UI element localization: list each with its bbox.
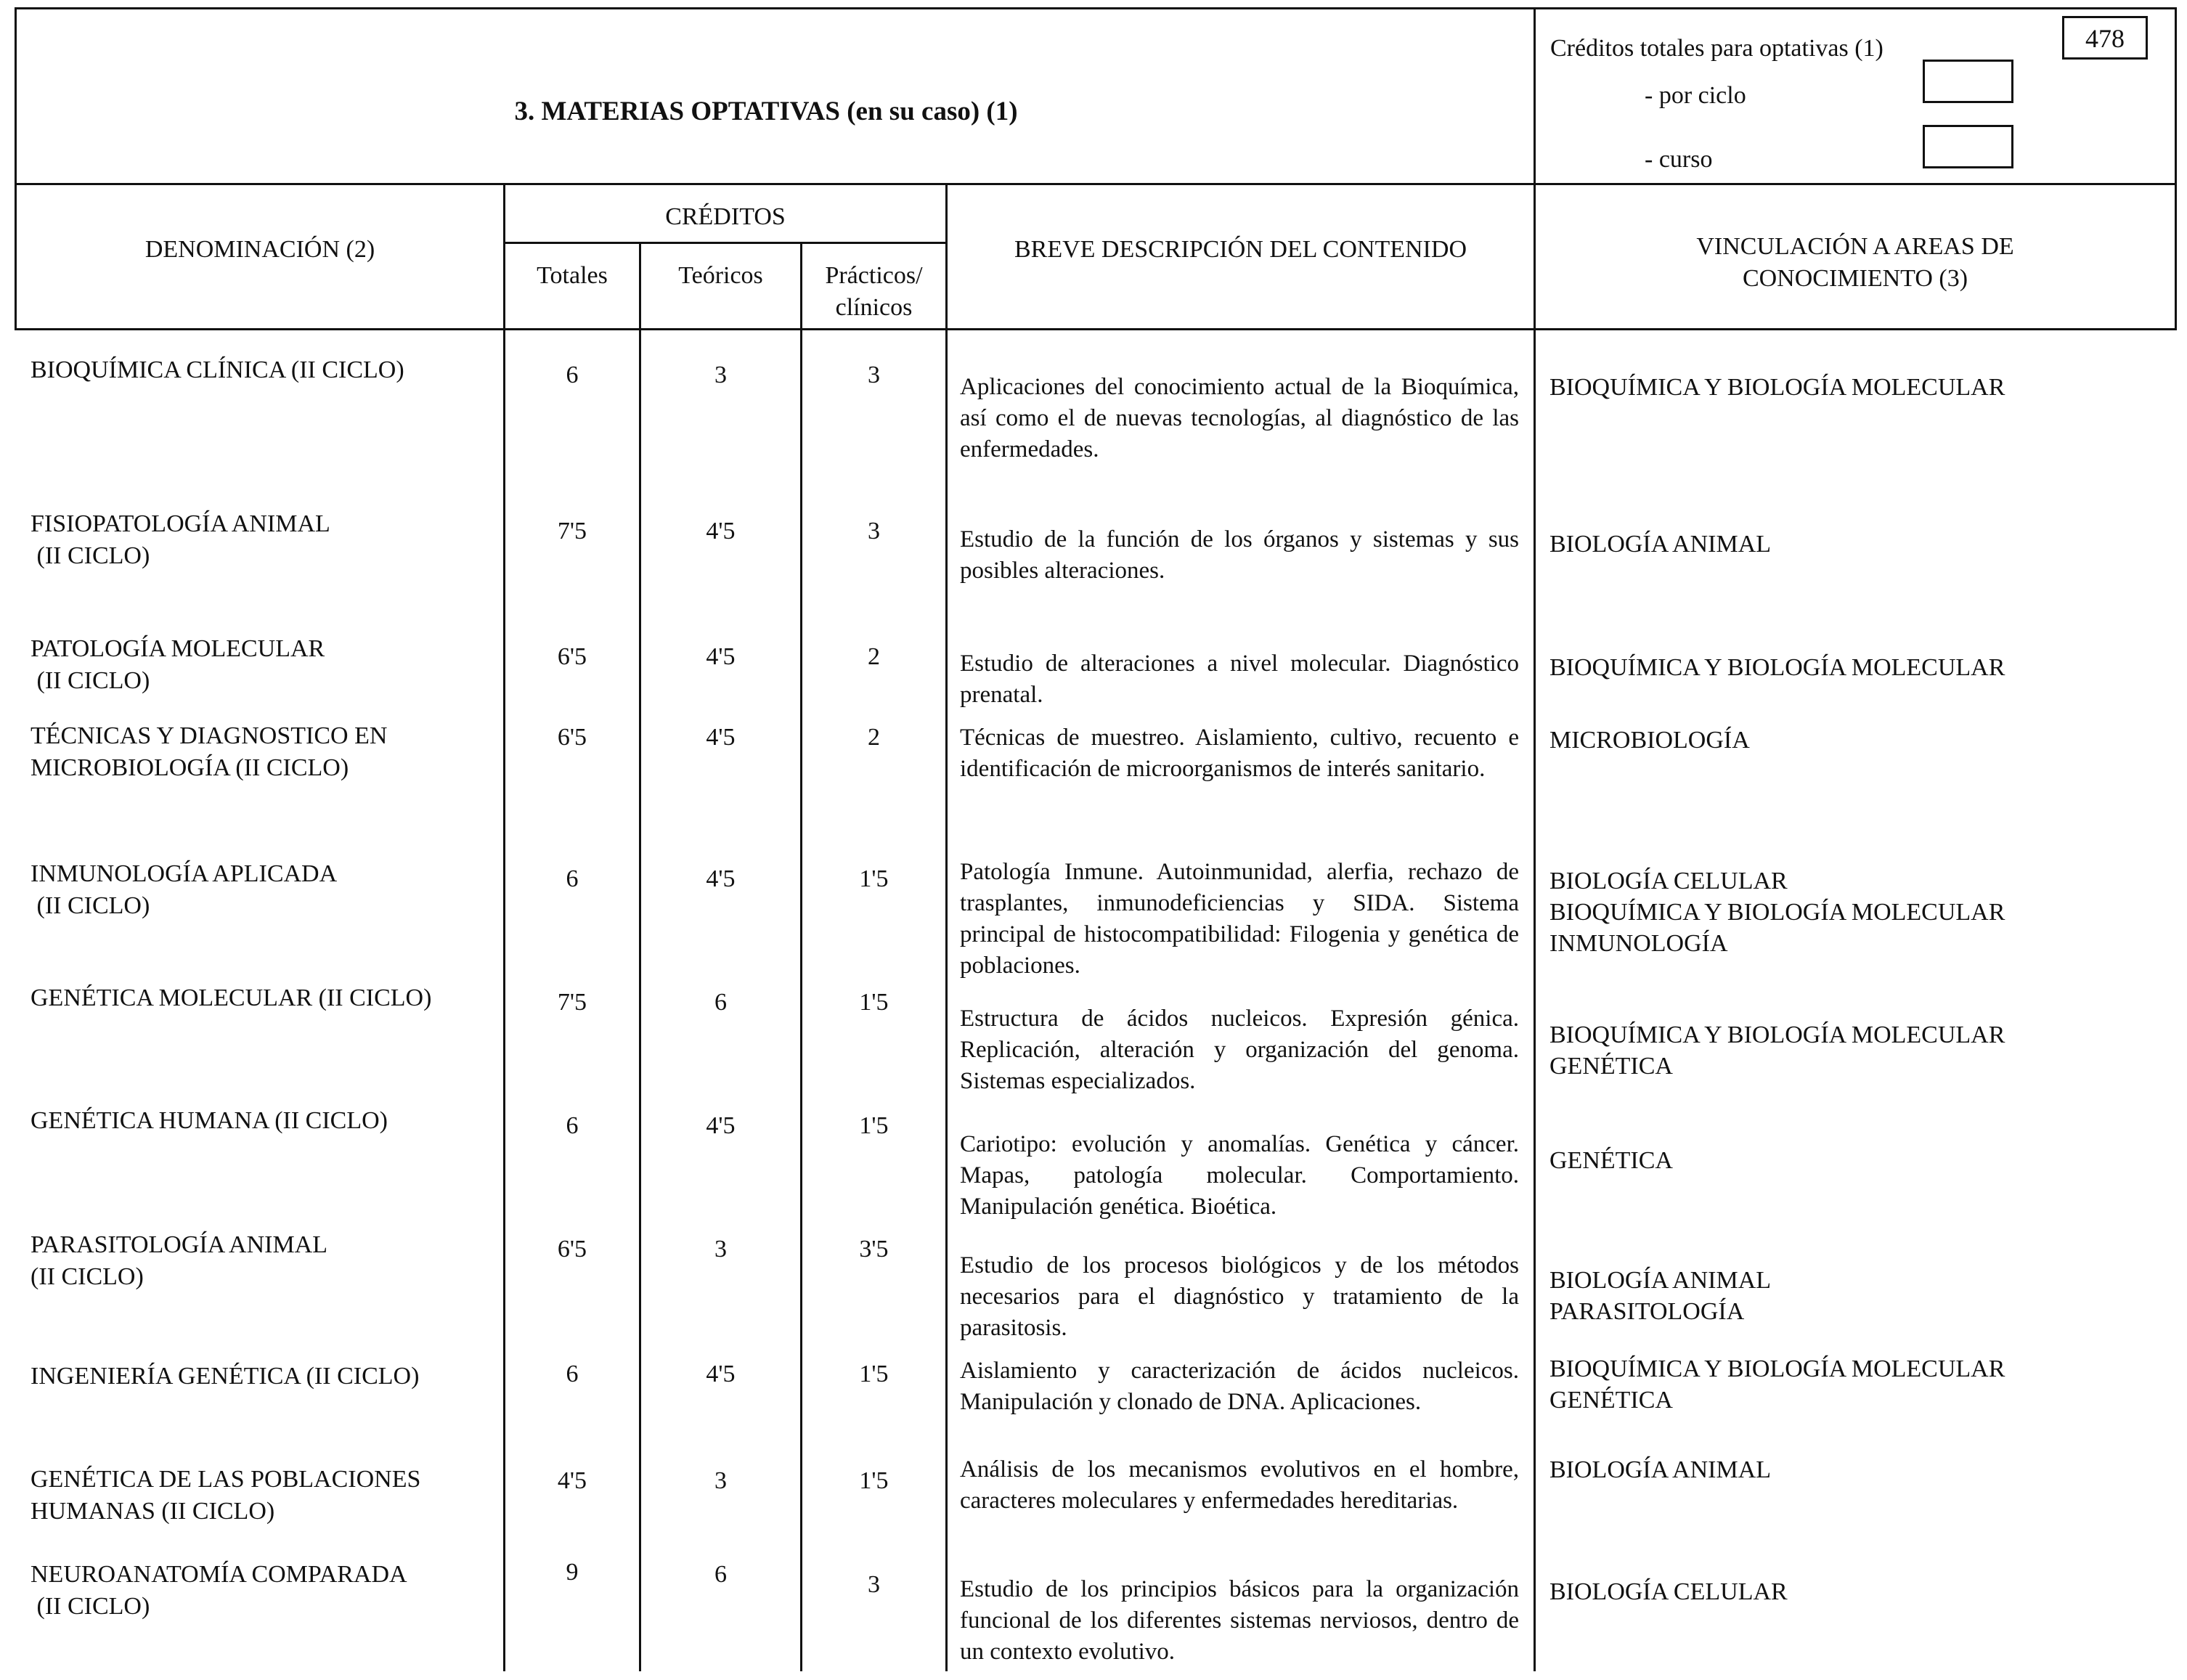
row-totales: 9 (566, 1559, 579, 1586)
row-description: Patología Inmune. Autoinmunidad, alerfia, rechazo de trasplantes, inmunodeficiencias y SIDA. Sistema principal de histocompatibilidad: Filogenia y genética de poblaciones. (960, 859, 1519, 979)
per-cycle-label: - por ciclo (1645, 82, 1746, 109)
row-teoricos: 4'5 (706, 865, 736, 892)
row-practicos: 1'5 (859, 865, 889, 892)
row-name-line: (II CICLO) (30, 1263, 144, 1290)
col-sep-desc (1534, 183, 1536, 1671)
row-totales: 6 (566, 865, 579, 892)
row-name-line: (II CICLO) (30, 1593, 150, 1620)
row-teoricos: 3 (714, 1236, 727, 1263)
credits-subheader-divider (503, 242, 948, 244)
per-course-label: - curso (1645, 146, 1713, 173)
col-header-practicos-line2: clínicos (835, 294, 913, 321)
row-name-line: MICROBIOLOGÍA (II CICLO) (30, 754, 349, 781)
col-header-vinculacion-line2: CONOCIMIENTO (3) (1742, 265, 1968, 292)
row-practicos: 3 (868, 1571, 880, 1598)
columns-divider (15, 328, 2175, 330)
row-practicos: 1'5 (859, 1361, 889, 1387)
row-practicos: 1'5 (859, 1112, 889, 1139)
row-name-line: NEUROANATOMÍA COMPARADA (30, 1561, 407, 1588)
col-header-practicos (802, 260, 945, 324)
row-area: GENÉTICA (1549, 1387, 1673, 1414)
row-teoricos: 4'5 (706, 1112, 736, 1139)
row-teoricos: 3 (714, 362, 727, 388)
row-name-line: (II CICLO) (30, 542, 150, 569)
row-description: Estudio de alteraciones a nivel molecular. Diagnóstico prenatal. (960, 651, 1519, 708)
header-divider (15, 183, 2175, 185)
row-practicos: 3 (868, 518, 880, 545)
row-name-line: (II CICLO) (30, 892, 150, 919)
row-totales: 6 (566, 1361, 579, 1387)
row-name-line: GENÉTICA DE LAS POBLACIONES (30, 1466, 421, 1493)
row-totales: 7'5 (557, 989, 587, 1016)
col-header-creditos: CRÉDITOS (665, 203, 786, 230)
col-header-vinculacion-line1: VINCULACIÓN A AREAS DE (1696, 233, 2014, 260)
row-teoricos: 4'5 (706, 518, 736, 545)
col-header-practicos-line1: Prácticos/ (825, 262, 923, 289)
row-practicos: 3'5 (859, 1236, 889, 1263)
row-area: GENÉTICA (1549, 1053, 1673, 1080)
row-area: BIOQUÍMICA Y BIOLOGÍA MOLECULAR (1549, 654, 2005, 681)
row-teoricos: 4'5 (706, 643, 736, 670)
row-totales: 7'5 (557, 518, 587, 545)
row-totales: 6 (566, 362, 579, 388)
row-area: MICROBIOLOGÍA (1549, 727, 1750, 754)
row-name-line: BIOQUÍMICA CLÍNICA (II CICLO) (30, 356, 404, 383)
row-practicos: 1'5 (859, 1467, 889, 1494)
col-header-denominacion: DENOMINACIÓN (2) (144, 236, 375, 263)
per-course-box (1923, 125, 2013, 168)
col-header-descripcion: BREVE DESCRIPCIÓN DEL CONTENIDO (1014, 236, 1467, 263)
row-name-line: FISIOPATOLOGÍA ANIMAL (30, 510, 330, 537)
row-area: GENÉTICA (1549, 1147, 1673, 1174)
page-title: 3. MATERIAS OPTATIVAS (en su caso) (1) (514, 97, 1018, 126)
row-description: Aplicaciones del conocimiento actual de la Bioquímica, así como el de nuevas tecnologías, al diagnóstico de las enfermedades. (960, 374, 1519, 462)
row-practicos: 2 (868, 724, 880, 751)
col-header-totales: Totales (537, 262, 608, 289)
row-totales: 6'5 (557, 1236, 587, 1263)
row-name-line: PARASITOLOGÍA ANIMAL (30, 1231, 327, 1258)
row-teoricos: 6 (714, 1561, 727, 1588)
row-description: Aislamiento y caracterización de ácidos nucleicos. Manipulación y clonado de DNA. Aplicaciones. (960, 1358, 1519, 1415)
row-teoricos: 3 (714, 1467, 727, 1494)
row-area: BIOLOGÍA ANIMAL (1549, 531, 1772, 558)
row-totales: 6'5 (557, 724, 587, 751)
row-practicos: 3 (868, 362, 880, 388)
row-area: BIOQUÍMICA Y BIOLOGÍA MOLECULAR (1549, 899, 2005, 926)
row-name-line: TÉCNICAS Y DIAGNOSTICO EN (30, 722, 388, 749)
row-description: Estudio de la función de los órganos y sistemas y sus posibles alteraciones. (960, 526, 1519, 584)
col-sep-practicos (945, 183, 948, 1671)
col-sep-teoricos (800, 242, 802, 1671)
frame-right (2175, 7, 2177, 330)
row-description: Estudio de los procesos biológicos y de los métodos necesarios para el diagnóstico y tratamiento de la parasitosis. (960, 1252, 1519, 1341)
credits-total-value: 478 (2085, 24, 2125, 53)
row-area: BIOQUÍMICA Y BIOLOGÍA MOLECULAR (1549, 374, 2005, 401)
credits-total-label: Créditos totales para optativas (1) (1550, 35, 1883, 62)
col-sep-name (503, 183, 505, 1671)
frame-left (15, 7, 17, 330)
row-area: PARASITOLOGÍA (1549, 1298, 1745, 1325)
row-description: Estudio de los principios básicos para la organización funcional de los diferentes sistemas nerviosos, dentro de un contexto evolutivo. (960, 1576, 1519, 1665)
row-area: BIOLOGÍA ANIMAL (1549, 1267, 1772, 1294)
per-cycle-box (1923, 60, 2013, 103)
row-name-line: GENÉTICA MOLECULAR (II CICLO) (30, 984, 432, 1011)
row-description: Cariotipo: evolución y anomalías. Genética y cáncer. Mapas, patología molecular. Comportamiento. Manipulación genética. Bioética. (960, 1131, 1519, 1220)
col-sep-totales (639, 242, 641, 1671)
row-area: BIOQUÍMICA Y BIOLOGÍA MOLECULAR (1549, 1355, 2005, 1382)
row-practicos: 2 (868, 643, 880, 670)
row-name-line: (II CICLO) (30, 667, 150, 694)
row-name-line: GENÉTICA HUMANA (II CICLO) (30, 1107, 388, 1134)
row-name-line: INMUNOLOGÍA APLICADA (30, 860, 338, 887)
frame-top (15, 7, 2175, 9)
row-name-line: INGENIERÍA GENÉTICA (II CICLO) (30, 1363, 420, 1390)
row-teoricos: 4'5 (706, 724, 736, 751)
row-description: Estructura de ácidos nucleicos. Expresión génica. Replicación, alteración y organización del genoma. Sistemas especializados. (960, 1006, 1519, 1094)
row-area: BIOLOGÍA ANIMAL (1549, 1456, 1772, 1483)
row-totales: 6'5 (557, 643, 587, 670)
col-header-teoricos: Teóricos (678, 262, 763, 289)
row-teoricos: 4'5 (706, 1361, 736, 1387)
row-teoricos: 6 (714, 989, 727, 1016)
col-header-vinculacion (1536, 231, 2175, 295)
row-practicos: 1'5 (859, 989, 889, 1016)
row-totales: 6 (566, 1112, 579, 1139)
row-area: INMUNOLOGÍA (1549, 930, 1728, 957)
row-area: BIOLOGÍA CELULAR (1549, 1578, 1788, 1605)
row-description: Análisis de los mecanismos evolutivos en el hombre, caracteres moleculares y enfermedades hereditarias. (960, 1456, 1519, 1514)
row-description: Técnicas de muestreo. Aislamiento, cultivo, recuento e identificación de microorganismos de interés sanitario. (960, 725, 1519, 782)
row-name-line: HUMANAS (II CICLO) (30, 1498, 275, 1525)
row-name-line: PATOLOGÍA MOLECULAR (30, 635, 325, 662)
row-totales: 4'5 (557, 1467, 587, 1494)
credits-total-box (2062, 16, 2148, 60)
row-area: BIOQUÍMICA Y BIOLOGÍA MOLECULAR (1549, 1022, 2005, 1048)
row-area: BIOLOGÍA CELULAR (1549, 868, 1788, 894)
